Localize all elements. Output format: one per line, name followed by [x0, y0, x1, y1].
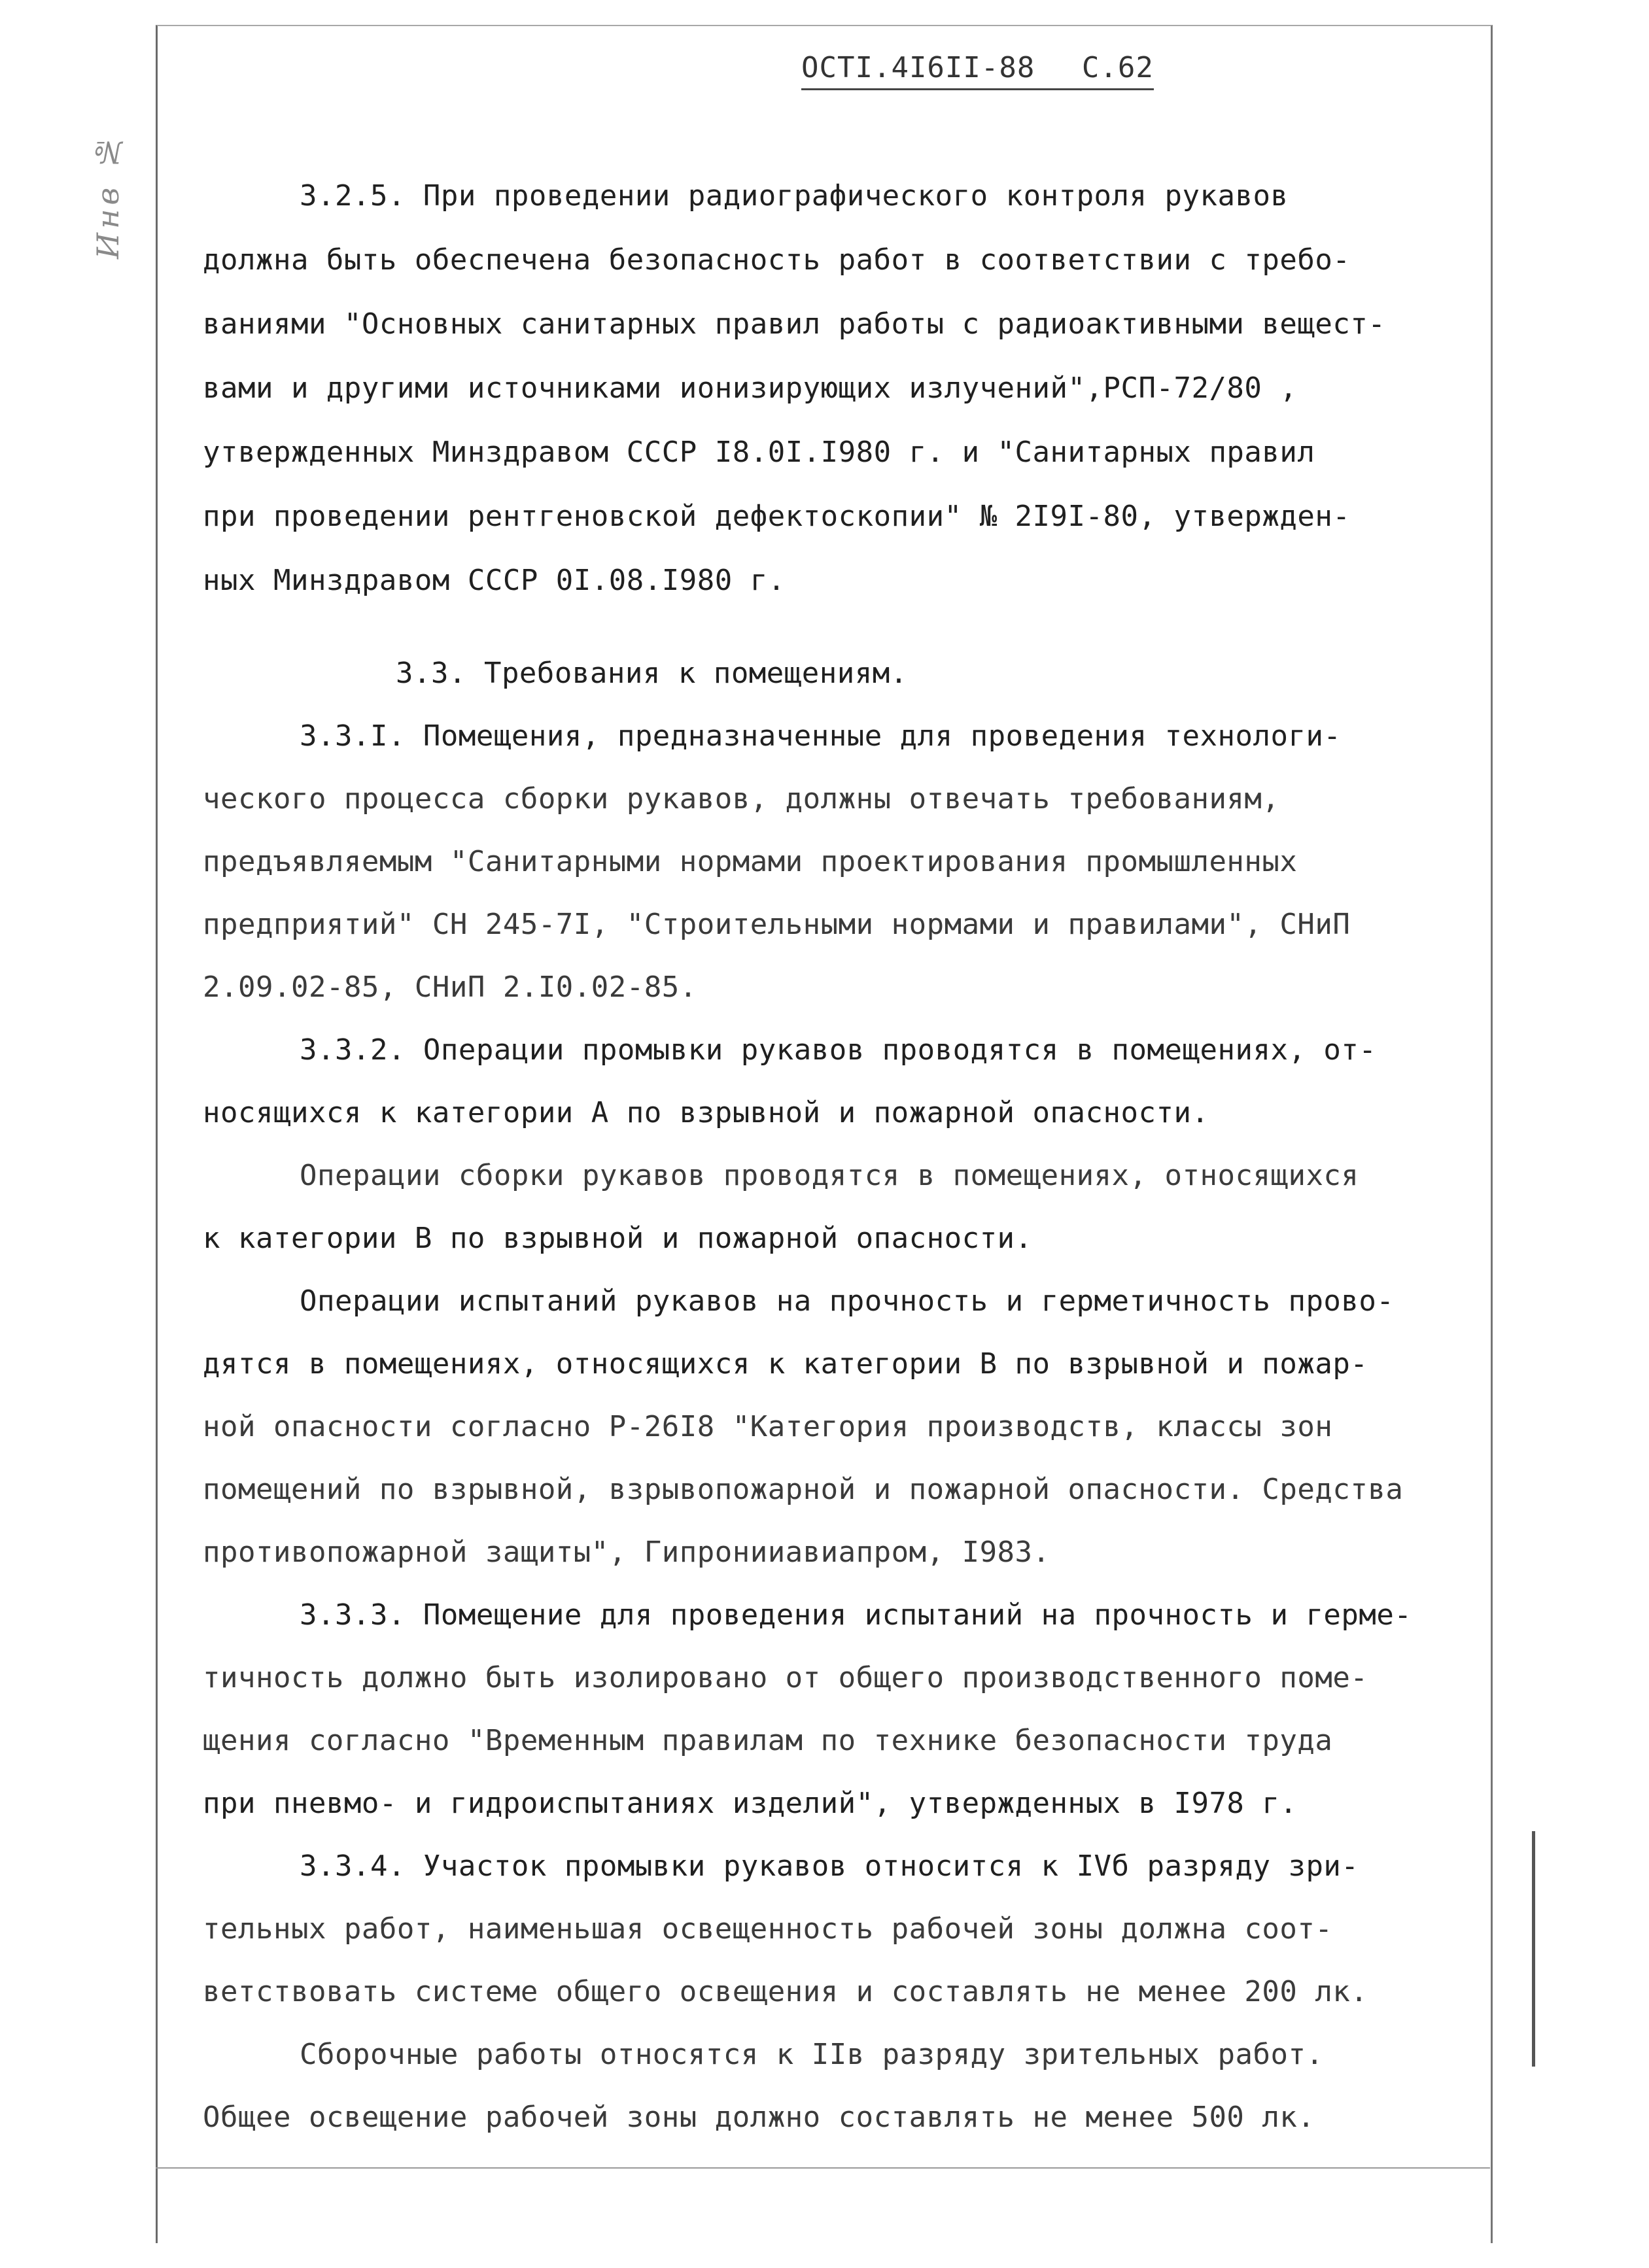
para-3-2-5-line-2: должна быть обеспечена безопасность работ в соответствии с требо- [203, 243, 1351, 277]
para-3-2-5-line-4: вами и другими источниками ионизирующих излучений",РСП-72/80 , [203, 371, 1298, 405]
para-3-3-3-line-1: 3.3.3. Помещение для проведения испытаний на прочность и герме- [300, 1598, 1412, 1632]
para-3-3-3-line-4: при пневмо- и гидроиспытаниях изделий", утвержденных в I978 г. [203, 1787, 1298, 1820]
margin-handwritten-note: Инв № [90, 131, 126, 259]
para-3-3-2-line-2: носящихся к категории А по взрывной и пожарной опасности. [203, 1096, 1209, 1129]
para-testing-line-1: Операции испытаний рукавов на прочность и герметичность прово- [300, 1284, 1395, 1318]
para-3-3-1-line-5: 2.09.02-85, СНиП 2.I0.02-85. [203, 971, 697, 1004]
bottom-rule [156, 2167, 1490, 2169]
para-3-2-5-line-7: ных Минздравом СССР 0I.08.I980 г. [203, 564, 786, 597]
para-testing-line-4: помещений по взрывной, взрывопожарной и пожарной опасности. Средства [203, 1473, 1404, 1506]
para-testing-line-2: дятся в помещениях, относящихся к категории В по взрывной и пожар- [203, 1347, 1368, 1381]
standard-code: ОСТI.4I6II-88 [801, 51, 1035, 84]
para-3-2-5-line-5: утвержденных Минздравом СССР I8.0I.I980 г. и "Санитарных правил [203, 436, 1315, 469]
para-3-3-1-line-1: 3.3.I. Помещения, предназначенные для проведения технологи- [300, 719, 1342, 753]
para-3-2-5-line-3: ваниями "Основных санитарных правил работы с радиоактивными вещест- [203, 307, 1386, 341]
para-3-2-5-line-1: 3.2.5. При проведении радиографического контроля рукавов [300, 179, 1289, 213]
page-number: С.62 [1081, 51, 1154, 84]
para-3-3-4-line-1: 3.3.4. Участок промывки рукавов относится к IVб разряду зри- [300, 1849, 1359, 1883]
document-header [801, 51, 1154, 90]
para-lighting-line-2: Общее освещение рабочей зоны должно составлять не менее 500 лк. [203, 2101, 1315, 2134]
para-3-3-2-line-1: 3.3.2. Операции промывки рукавов проводятся в помещениях, от- [300, 1033, 1377, 1067]
margin-mark [1532, 1831, 1535, 2067]
page-frame [156, 25, 1493, 2243]
para-3-3-1-line-3: предъявляемым "Санитарными нормами проектирования промышленных [203, 845, 1298, 878]
para-3-3-3-line-2: тичность должно быть изолировано от общего производственного поме- [203, 1661, 1368, 1694]
para-3-3-3-line-3: щения согласно "Временным правилам по технике безопасности труда [203, 1724, 1333, 1757]
para-testing-line-5: противопожарной защиты", Гипронииавиапром, I983. [203, 1536, 1050, 1569]
para-assembly-line-2: к категории В по взрывной и пожарной опасности. [203, 1222, 1033, 1255]
para-3-3-4-line-2: тельных работ, наименьшая освещенность рабочей зоны должна соот- [203, 1912, 1333, 1946]
para-testing-line-3: ной опасности согласно Р-26I8 "Категория производств, классы зон [203, 1410, 1333, 1443]
para-assembly-line-1: Операции сборки рукавов проводятся в помещениях, относящихся [300, 1159, 1359, 1192]
para-3-3-1-line-4: предприятий" СН 245-7I, "Строительными нормами и правилами", СНиП [203, 908, 1351, 941]
para-3-2-5-line-6: при проведении рентгеновской дефектоскопии" № 2I9I-80, утвержден- [203, 500, 1351, 533]
section-heading-3-3: 3.3. Требования к помещениям. [396, 657, 908, 690]
para-lighting-line-1: Сборочные работы относятся к IIв разряду зрительных работ. [300, 2038, 1324, 2071]
para-3-3-1-line-2: ческого процесса сборки рукавов, должны отвечать требованиям, [203, 782, 1280, 816]
para-3-3-4-line-3: ветствовать системе общего освещения и составлять не менее 200 лк. [203, 1975, 1368, 2008]
